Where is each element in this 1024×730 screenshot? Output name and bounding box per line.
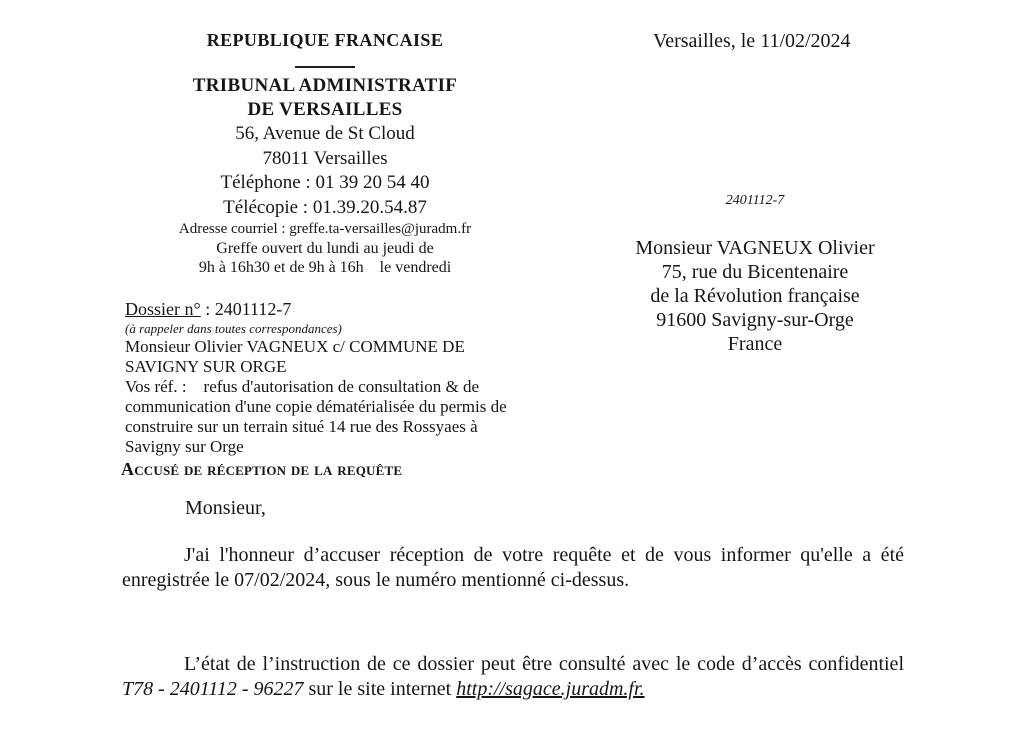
recipient-name: Monsieur VAGNEUX Olivier — [635, 237, 875, 259]
dossier-number-line — [125, 298, 555, 320]
reference-line2: communication d'une copie dématérialisée du permis de — [125, 397, 507, 416]
court-name-line2: DE VERSAILLES — [247, 99, 403, 120]
letterhead-divider — [295, 66, 355, 68]
parties-line2: SAVIGNY SUR ORGE — [125, 357, 287, 376]
recipient-address-block — [605, 236, 905, 356]
letter-date: Versailles, le 11/02/2024 — [653, 30, 851, 52]
letterhead — [115, 28, 535, 277]
body-paragraph-2-text1: L’état de l’instruction de ce dossier peut être consulté avec le code d’accès confidentiel — [184, 653, 904, 675]
case-number-reference: 2401112-7 — [725, 193, 785, 208]
dossier-label: Dossier n° — [125, 299, 201, 319]
recipient-country: France — [727, 333, 783, 355]
court-name-line1: TRIBUNAL ADMINISTRATIF — [192, 75, 458, 96]
court-address-line1: 56, Avenue de St Cloud — [235, 123, 415, 144]
reference-line3: construire sur un terrain situé 14 rue des Rossyaes à — [125, 417, 478, 436]
court-address-line2: 78011 Versailles — [262, 147, 388, 169]
reference-line1: Vos réf. : refus d'autorisation de consultation & de — [125, 377, 480, 396]
dossier-note: (à rappeler dans toutes correspondances) — [125, 321, 342, 336]
court-email: Adresse courriel : greffe.ta-versailles@juradm.fr — [178, 221, 472, 237]
court-phone: Téléphone : 01 39 20 54 40 — [220, 172, 430, 193]
body-paragraph-2-text2: sur le site internet — [303, 678, 457, 700]
website-url: http://sagace.juradm.fr. — [456, 678, 645, 700]
recipient-address-line2: de la Révolution française — [650, 285, 860, 307]
republic-title: REPUBLIQUE FRANCAISE — [206, 30, 444, 50]
court-hours-line1: Greffe ouvert du lundi au jeudi de — [216, 240, 434, 257]
court-fax: Télécopie : 01.39.20.54.87 — [223, 196, 427, 218]
access-code: T78 - 2401112 - 96227 — [122, 678, 304, 700]
subject-line: Accusé de réception de la requête — [121, 459, 403, 479]
dossier-number: : 2401112-7 — [200, 299, 292, 319]
salutation: Monsieur, — [185, 497, 266, 519]
dossier-block — [121, 298, 555, 480]
court-hours-line2: 9h à 16h30 et de 9h à 16h le vendredi — [198, 259, 452, 276]
reference-line4: Savigny sur Orge — [125, 437, 244, 456]
recipient-address-line3: 91600 Savigny-sur-Orge — [656, 309, 854, 331]
recipient-address-line1: 75, rue du Bicentenaire — [661, 261, 849, 283]
body-paragraph-1: J'ai l'honneur d’accuser réception de votre requête et de vous informer qu'elle a été enregistrée le 07/02/2024, sous le numéro mentionné ci-dessus. — [122, 544, 904, 591]
body-paragraph-2 — [122, 652, 904, 702]
parties-line1: Monsieur Olivier VAGNEUX c/ COMMUNE DE — [125, 337, 465, 356]
